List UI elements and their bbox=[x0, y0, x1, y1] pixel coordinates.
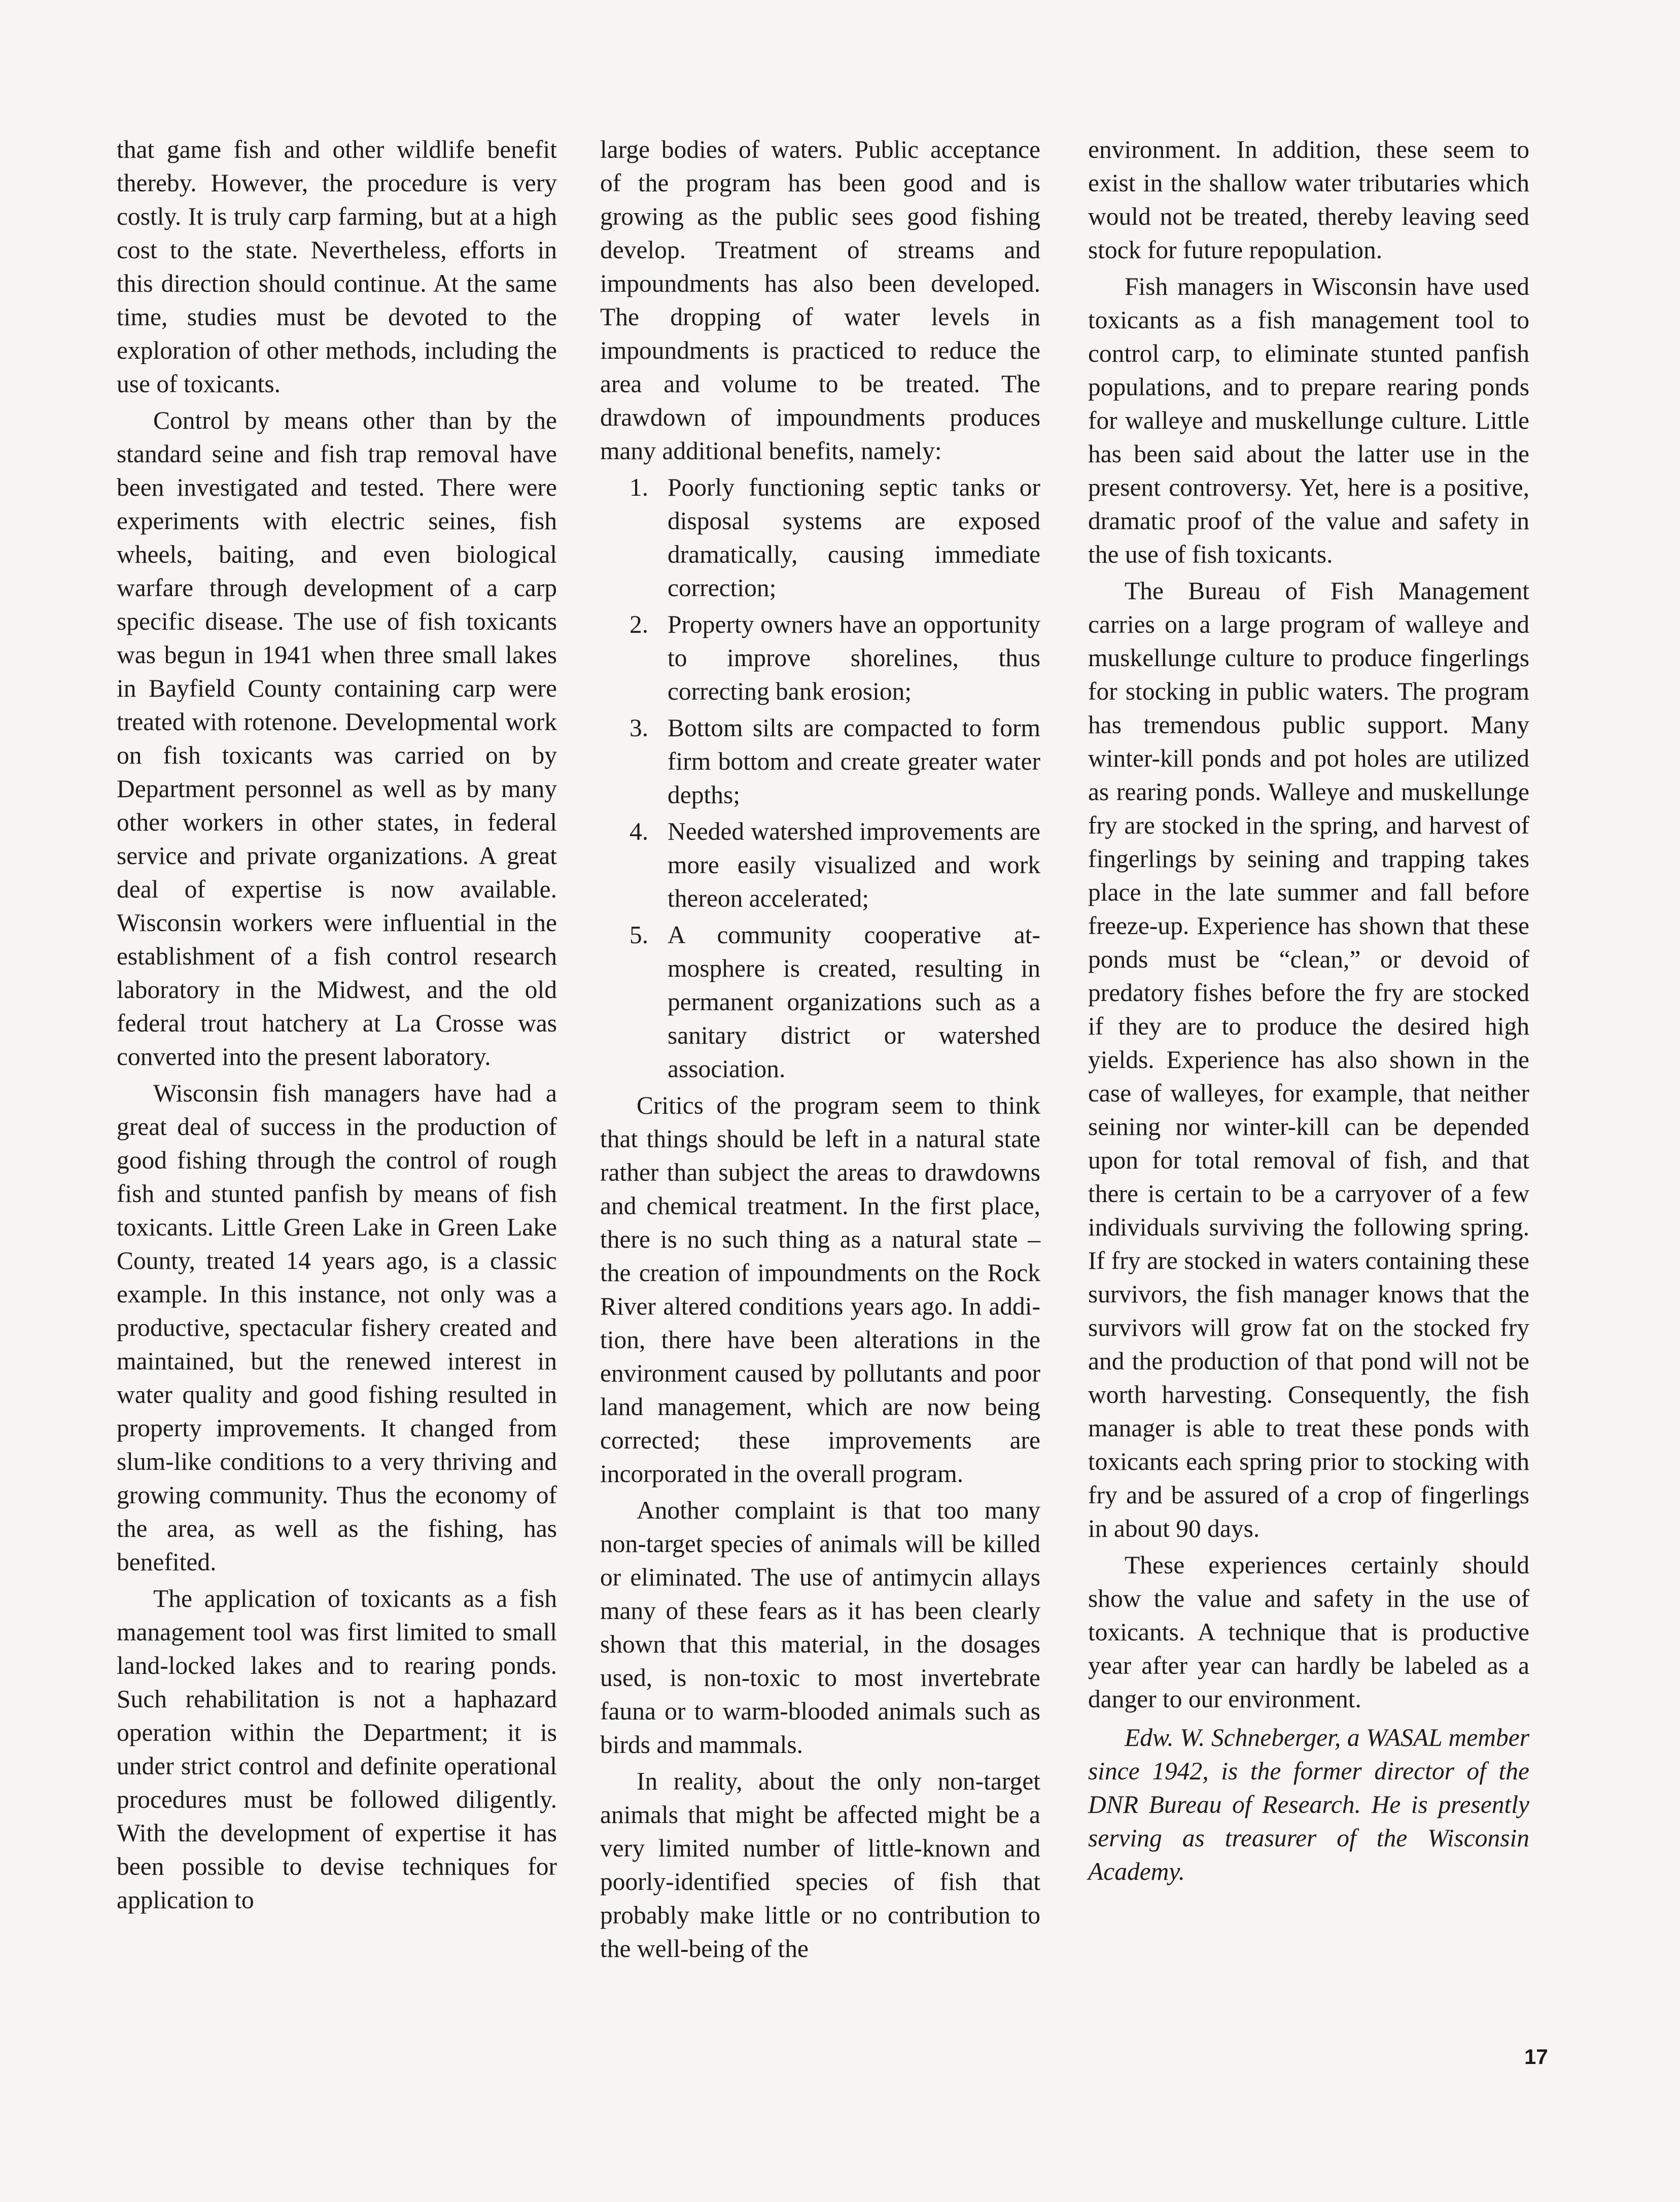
list-item bbox=[600, 711, 1040, 812]
paragraph-critics: Critics of the program seem to think that things should be left in a natural state rather than subject the areas to drawdowns and chemical treatment. In the first place, there is no such thing as a natural state – the creation of impoundments on the Rock River altered conditions years ago. In addition, there have been alterations in the environment caused by pollutants and poor land management, which are now being corrected; these improvements are incorporated in the overall program. bbox=[600, 1091, 1040, 1488]
author-bio: Edw. W. Schneberger, a WASAL member since 1942, is the former director of the DNR Bureau of Research. He is presently serving as treasurer of the Wisconsin Academy. bbox=[1088, 1724, 1529, 1885]
list-item-text: Poorly functioning septic tanks or disposal systems are exposed dramatically, causing immediate correction; bbox=[668, 473, 1040, 602]
paragraph-toxicant-application: The application of toxicants as a fish management tool was first limited to small land-locked lakes and to rearing ponds. Such rehabilitation is not a haphazard operation within the Department; it is under strict control and definite operational procedures must be followed diligently. With the development of expertise it has been possible to devise techniques for application to bbox=[117, 1585, 557, 1914]
text-column-1 bbox=[117, 133, 557, 1920]
paragraph-control-methods: Control by means other than by the standard seine and fish trap removal have been investigated and tested. There were experiments with electric seines, fish wheels, baiting, and even biological warfare through development of a carp specific disease. The use of fish toxicants was begun in 1941 when three small lakes in Bayfield County containing carp were treated with rotenone. Developmental work on fish toxicants was carried on by Department personnel as well as by many other workers in other states, in federal service and private organizations. A great deal of expertise is now available. Wisconsin workers were influential in the establishment of a fish control research laboratory in the Midwest, and the old federal trout hatchery at La Crosse was converted into the present laboratory. bbox=[117, 406, 557, 1071]
list-item bbox=[600, 815, 1040, 915]
paragraph-wisconsin-success: Wisconsin fish managers have had a great deal of success in the production of good fishing through the control of rough fish and stunted panfish by means of fish toxicants. Little Green Lake in Green Lake County, treated 14 years ago, is a classic example. In this instance, not only was a productive, spectacular fishery created and maintained, but the renewed interest in water quality and good fishing resulted in property improvements. It changed from slum-like conditions to a very thriving and growing community. Thus the economy of the area, as well as the fishing, has benefited. bbox=[117, 1079, 557, 1576]
list-item-number: 3. bbox=[629, 714, 649, 742]
list-item bbox=[600, 608, 1040, 708]
paragraph-experiences: These experiences certainly should show the value and safety in the use of toxicants. A technique that is productive year after year can hardly be labeled as a danger to our environment. bbox=[1088, 1551, 1529, 1713]
page-number: 17 bbox=[1524, 2045, 1548, 2069]
drawdown-benefits-list bbox=[600, 471, 1040, 1086]
paragraph-environment: environment. In addition, these seem to exist in the shallow water tributaries which would not be treated, thereby leaving seed stock for future repopulation. bbox=[1088, 135, 1529, 264]
paragraph-non-target-complaint: Another complaint is that too many non-target species of animals will be killed or eliminated. The use of antimycin allays many of these fears as it has been clearly shown that this material, in the dosages used, is non-toxic to most invertebrate fauna or to warm-blooded animals such as birds and mammals. bbox=[600, 1496, 1040, 1759]
list-item-number: 1. bbox=[629, 473, 649, 501]
list-item bbox=[600, 471, 1040, 605]
list-item-text: Needed watershed improvements are more easily visualized and work thereon accelerated; bbox=[668, 817, 1040, 912]
list-item-text: Property owners have an opportunity to improve shorelines, thus correcting bank erosion; bbox=[668, 610, 1040, 705]
list-item-number: 2. bbox=[629, 610, 649, 638]
list-item-number: 4. bbox=[629, 817, 649, 845]
paragraph-wildlife-benefit: that game fish and other wildlife benefit thereby. However, the procedure is very costly. It is truly carp farming, but at a high cost to the state. Nevertheless, efforts in this direction should continue. At the same time, studies must be devoted to the exploration of other methods, including the use of toxicants. bbox=[117, 135, 557, 398]
paragraph-public-acceptance: large bodies of waters. Public acceptance of the program has been good and is growing as the public sees good fishing develop. Treatment of streams and impoundments has also been developed. The dropping of water levels in impoundments is practiced to reduce the area and volume to be treated. The drawdown of impoundments produces many additional benefits, namely: bbox=[600, 135, 1040, 465]
paragraph-in-reality: In reality, about the only non-target animals that might be affected might be a very limited number of little-known and poorly-identified species of fish that probably make little or no contribution to the well-being of the bbox=[600, 1767, 1040, 1963]
list-item bbox=[600, 918, 1040, 1086]
paragraph-fish-managers: Fish managers in Wisconsin have used toxicants as a fish management tool to control carp, to eliminate stunted panfish populations, and to prepare rearing ponds for walleye and muskellunge culture. Little has been said about the latter use in the present controversy. Yet, here is a positive, dramatic proof of the value and safety in the use of fish toxicants. bbox=[1088, 272, 1529, 568]
paragraph-bureau-program: The Bureau of Fish Management carries on a large program of walleye and muskellunge culture to produce fingerlings for stocking in public waters. The program has tremendous public support. Many winter-kill ponds and pot holes are utilized as rearing ponds. Walleye and muskellunge fry are stocked in the spring, and harvest of fingerlings by seining and trapping takes place in the late summer and fall before freeze-up. Experience has shown that these ponds must be “clean,” or devoid of predatory fishes before the fry are stocked if they are to produce the desired high yields. Experience has also shown in the case of walleyes, for example, that neither seining nor winter-kill can be depended upon for total removal of fish, and that there is certain to be a carryover of a few individuals surviving the following spring. If fry are stocked in waters containing these survivors, the fish manager knows that the survivors will grow fat on the stocked fry and the production of that pond will not be worth harvesting. Consequently, the fish manager is able to treat these ponds with toxicants each spring prior to stocking with fry and be assured of a crop of fingerlings in about 90 days. bbox=[1088, 577, 1529, 1542]
list-item-text: A community cooperative atmosphere is created, resulting in permanent organizations such as a sanitary district or watershed association. bbox=[668, 921, 1040, 1083]
list-item-text: Bottom silts are compacted to form firm bottom and create greater water depths; bbox=[668, 714, 1040, 809]
list-item-number: 5. bbox=[629, 921, 649, 949]
text-column-2 bbox=[600, 133, 1040, 1969]
text-column-3 bbox=[1088, 133, 1529, 1891]
